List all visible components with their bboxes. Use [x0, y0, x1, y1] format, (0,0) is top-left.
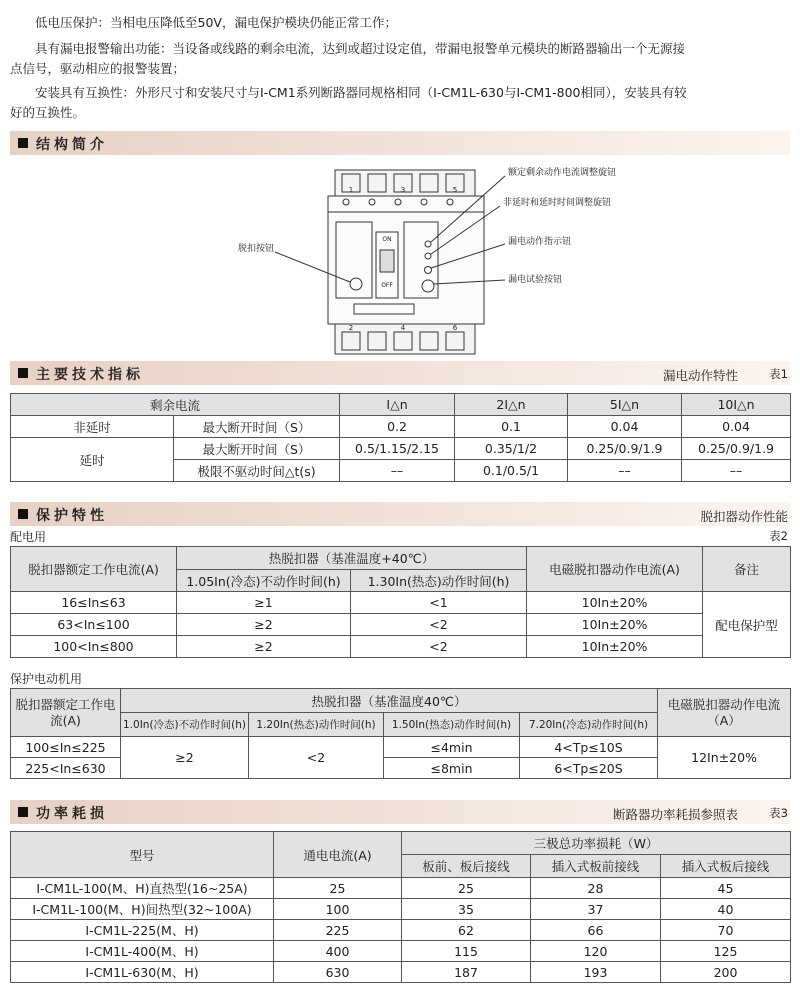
- cell: 100≤In≤225: [11, 737, 121, 758]
- label-leak-test: 漏电试验按钮: [508, 275, 563, 285]
- th-rated: 脱扣器额定工作电流(A): [11, 689, 121, 737]
- section-structure: [10, 131, 790, 155]
- cell: 100<In≤800: [11, 636, 177, 658]
- table-distribution: [10, 546, 791, 658]
- cell: <2: [351, 636, 527, 658]
- cell: 37: [531, 899, 661, 920]
- th-col: 5I△n: [568, 394, 682, 416]
- section-square-icon: [18, 138, 28, 148]
- cell: ––: [682, 460, 791, 482]
- cell: 28: [531, 878, 661, 899]
- terminal-number: 4: [400, 324, 406, 332]
- cell: 225<In≤630: [11, 758, 121, 779]
- on-label: ON: [382, 236, 392, 243]
- cell: 0.04: [682, 416, 791, 438]
- terminal-number: 3: [400, 186, 406, 194]
- cell: ≥2: [121, 737, 249, 779]
- table-row: [11, 941, 791, 962]
- cell: 120: [531, 941, 661, 962]
- terminal-number: 2: [348, 324, 354, 332]
- table-row: [11, 438, 791, 460]
- caption-distribution: 配电用: [10, 530, 47, 544]
- cell: 40: [661, 899, 791, 920]
- th-plugback: 插入式板后接线: [661, 855, 791, 878]
- cell: ≥2: [177, 636, 351, 658]
- table-motor: [10, 688, 791, 779]
- cell: 0.1/0.5/1: [455, 460, 568, 482]
- th-note: 备注: [703, 547, 791, 592]
- cell: <2: [249, 737, 384, 779]
- section-title: 功率耗损: [36, 806, 108, 822]
- cell: 225: [274, 920, 402, 941]
- th-c3: 1.50In(热态)动作时间(h): [384, 713, 520, 737]
- cell: 400: [274, 941, 402, 962]
- table-row: [11, 614, 791, 636]
- table-row: [11, 636, 791, 658]
- cell: I-CM1L-630(M、H): [11, 962, 274, 983]
- table-number: 表3: [769, 806, 788, 820]
- cell: 63<In≤100: [11, 614, 177, 636]
- cell: ≤4min: [384, 737, 520, 758]
- group-label: 延时: [11, 438, 174, 482]
- section-subtitle: 漏电动作特性: [662, 368, 738, 383]
- terminal-number: 5: [452, 186, 458, 194]
- th-col: 2I△n: [455, 394, 568, 416]
- table-number: 表2: [769, 529, 788, 543]
- cell: 12In±20%: [658, 737, 791, 779]
- table-row: [11, 962, 791, 983]
- cell: ≥1: [177, 592, 351, 614]
- section-square-icon: [18, 807, 28, 817]
- th-c4: 7.20In(冷态)动作时间(h): [520, 713, 658, 737]
- cell: 35: [402, 899, 531, 920]
- th-front: 板前、板后接线: [402, 855, 531, 878]
- row-label: 最大断开时间（S）: [174, 438, 340, 460]
- table-row: [11, 878, 791, 899]
- cell: 4<Tp≤10S: [520, 737, 658, 758]
- cell: 62: [402, 920, 531, 941]
- cell: 70: [661, 920, 791, 941]
- cell: 0.5/1.15/2.15: [340, 438, 455, 460]
- intro-para-3b: 好的互换性。: [10, 105, 86, 120]
- section-title: 结构简介: [36, 137, 108, 153]
- table-row: [11, 899, 791, 920]
- cell: ––: [568, 460, 682, 482]
- cell: 6<Tp≤20S: [520, 758, 658, 779]
- table-power-loss: [10, 831, 791, 983]
- cell: ≤8min: [384, 758, 520, 779]
- th-cold: 1.05In(冷态)不动作时间(h): [177, 570, 351, 592]
- section-power: [10, 800, 790, 824]
- cell: <2: [351, 614, 527, 636]
- cell: 0.25/0.9/1.9: [682, 438, 791, 460]
- th-c2: 1.20In(热态)动作时间(h): [249, 713, 384, 737]
- cell: 0.04: [568, 416, 682, 438]
- row-label: 最大断开时间（S）: [174, 416, 340, 438]
- cell: I-CM1L-100(M、H)直热型(16~25A): [11, 878, 274, 899]
- cell: 25: [274, 878, 402, 899]
- handle-lever: [380, 250, 394, 272]
- th-thermal: 热脱扣器（基准温度40℃）: [121, 689, 658, 713]
- cell: 10In±20%: [527, 592, 703, 614]
- cell: <1: [351, 592, 527, 614]
- intro-para-2a: 具有漏电报警输出功能：当设备或线路的剩余电流，达到或超过设定值，带漏电报警单元模块的断路器输出一个无源接: [35, 41, 686, 56]
- cell: 125: [661, 941, 791, 962]
- th-col: I△n: [340, 394, 455, 416]
- breaker-diagram: [150, 160, 650, 360]
- cell: 115: [402, 941, 531, 962]
- terminal-number: 1: [348, 186, 354, 194]
- table-row: [11, 416, 791, 438]
- th-col: 10I△n: [682, 394, 791, 416]
- table-row: [11, 592, 791, 614]
- section-subtitle: 脱扣器动作性能: [700, 509, 788, 524]
- table-leakage: [10, 393, 791, 482]
- cell: 193: [531, 962, 661, 983]
- label-leak-indicator: 漏电动作指示钮: [508, 237, 572, 247]
- table-row: [11, 920, 791, 941]
- row-label: 极限不驱动时间△t(s): [174, 460, 340, 482]
- cell: 200: [661, 962, 791, 983]
- cell: I-CM1L-225(M、H): [11, 920, 274, 941]
- cell: 25: [402, 878, 531, 899]
- caption-motor: 保护电动机用: [10, 672, 83, 686]
- label-delay-knob: 非延时和延时时间调整旋钮: [503, 198, 612, 208]
- table-number: 表1: [769, 367, 788, 381]
- group-label: 非延时: [11, 416, 174, 438]
- cell: 45: [661, 878, 791, 899]
- section-square-icon: [18, 368, 28, 378]
- cell: 16≤In≤63: [11, 592, 177, 614]
- intro-para-3a: 安装具有互换性：外形尺寸和安装尺寸与I-CM1系列断路器同规格相同（I-CM1L-630与I-CM1-800相同），安装具有较: [35, 85, 687, 100]
- cell: 0.2: [340, 416, 455, 438]
- intro-para-2b: 点信号，驱动相应的报警装置；: [10, 61, 186, 76]
- cell-note: 配电保护型: [703, 592, 791, 658]
- th-em: 电磁脱扣器动作电流(A): [527, 547, 703, 592]
- th-hot: 1.30In(热态)动作时间(h): [351, 570, 527, 592]
- cell: 100: [274, 899, 402, 920]
- th-c1: 1.0In(冷态)不动作时间(h): [121, 713, 249, 737]
- cell: 0.25/0.9/1.9: [568, 438, 682, 460]
- table-row: [11, 737, 791, 758]
- terminal-number: 6: [452, 324, 458, 332]
- th-rated: 脱扣器额定工作电流(A): [11, 547, 177, 592]
- cell: I-CM1L-100(M、H)间热型(32~100A): [11, 899, 274, 920]
- th-loss: 三极总功率损耗（W）: [402, 832, 791, 855]
- section-subtitle: 断路器功率耗损参照表: [612, 807, 738, 822]
- section-protection: [10, 502, 790, 526]
- label-residual-knob: 额定剩余动作电流调整旋钮: [508, 168, 617, 178]
- section-specs: [10, 361, 790, 385]
- cell: ––: [340, 460, 455, 482]
- th-thermal: 热脱扣器（基准温度+40℃）: [177, 547, 527, 570]
- cell: 630: [274, 962, 402, 983]
- cell: 187: [402, 962, 531, 983]
- label-trip-button: 脱扣按钮: [238, 244, 275, 254]
- off-label: OFF: [381, 282, 393, 289]
- th-model: 型号: [11, 832, 274, 878]
- cell: 10In±20%: [527, 614, 703, 636]
- cell: 66: [531, 920, 661, 941]
- cell: 10In±20%: [527, 636, 703, 658]
- cell: 0.35/1/2: [455, 438, 568, 460]
- th-residual: 剩余电流: [11, 394, 340, 416]
- intro-para-1: 低电压保护：当相电压降低至50V，漏电保护模块仍能正常工作；: [35, 15, 397, 30]
- th-current: 通电电流(A): [274, 832, 402, 878]
- section-square-icon: [18, 509, 28, 519]
- th-em: 电磁脱扣器动作电流（A）: [658, 689, 791, 737]
- section-title: 主要技术指标: [36, 367, 144, 383]
- cell: ≥2: [177, 614, 351, 636]
- th-plugfront: 插入式板前接线: [531, 855, 661, 878]
- section-title: 保护特性: [36, 508, 108, 524]
- cell: I-CM1L-400(M、H): [11, 941, 274, 962]
- cell: 0.1: [455, 416, 568, 438]
